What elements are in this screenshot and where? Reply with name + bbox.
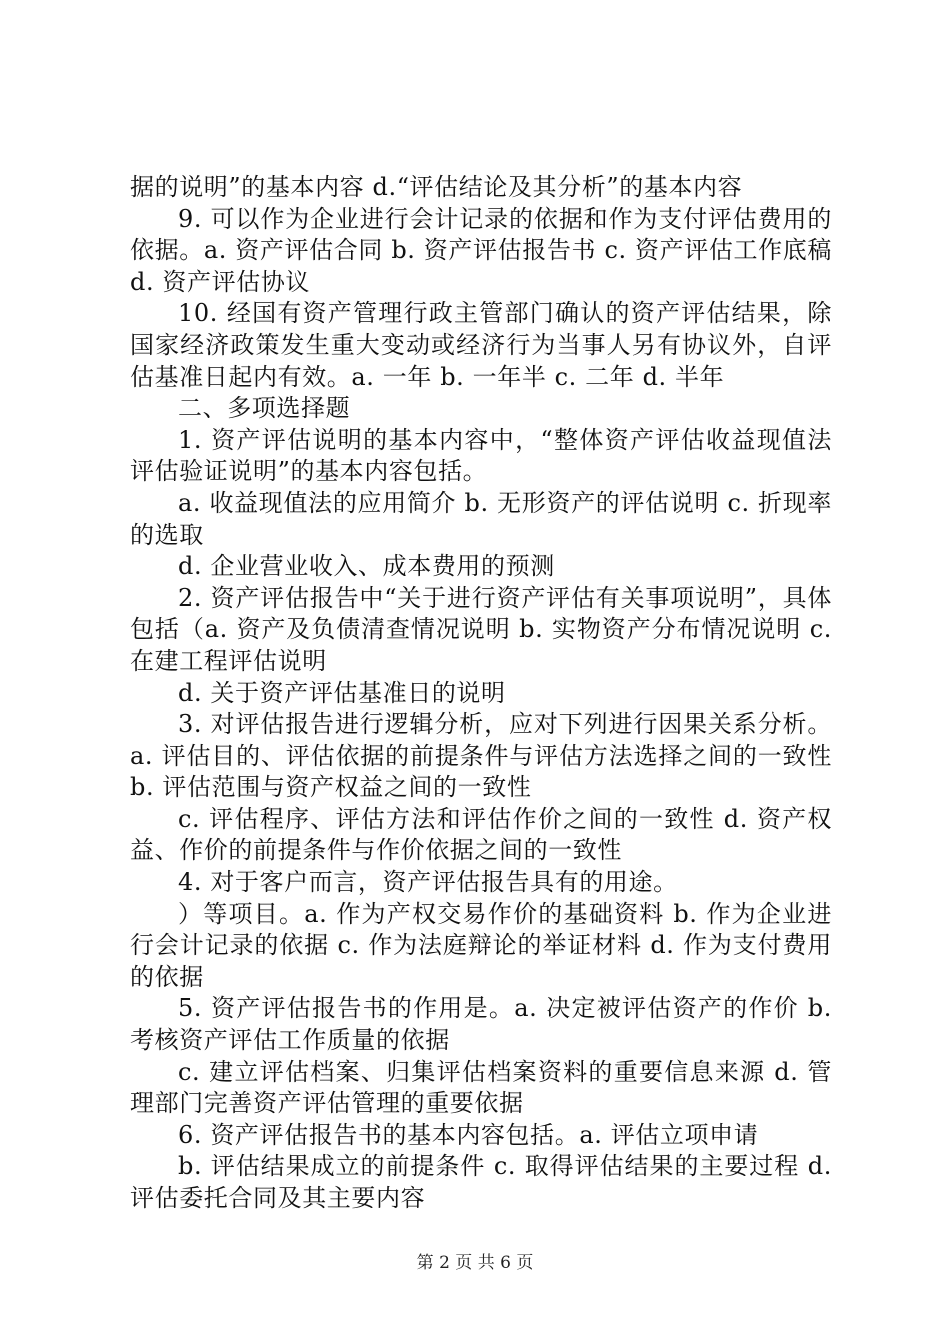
question: 1. 资产评估说明的基本内容中，“整体资产评估收益现值法评估验证说明”的基本内容包括。 bbox=[130, 425, 832, 486]
paragraph: b. 评估结果成立的前提条件 c. 取得评估结果的主要过程 d. 评估委托合同及其主要内容 bbox=[130, 1152, 832, 1212]
question: 3. 对评估报告进行逻辑分析，应对下列进行因果关系分析。a. 评估目的、评估依据的前提条件与评估方法选择之间的一致性 b. 评估范围与资产权益之间的一致性 bbox=[130, 710, 832, 802]
paragraph: ）等项目。a. 作为产权交易作价的基础资料 b. 作为企业进行会计记录的依据 c. 作为法庭辩论的举证材料 d. 作为支付费用的依据 bbox=[130, 899, 832, 991]
paragraph: a. 收益现值法的应用简介 b. 无形资产的评估说明 c. 折现率的选取 bbox=[130, 488, 832, 549]
question: 5. 资产评估报告书的作用是。a. 决定被评估资产的作价 b. 考核资产评估工作质量的依据 bbox=[130, 994, 832, 1055]
paragraph: 9. 可以作为企业进行会计记录的依据和作为支付评估费用的依据。a. 资产评估合同 b. 资产评估报告书 c. 资产评估工作底稿 d. 资产评估协议 bbox=[130, 204, 832, 296]
document-body bbox=[130, 172, 832, 1215]
section-heading: 二、多项选择题 bbox=[178, 394, 351, 423]
paragraph: d. 关于资产评估基准日的说明 bbox=[178, 678, 506, 707]
paragraph: 10. 经国有资产管理行政主管部门确认的资产评估结果，除国家经济政策发生重大变动或经济行为当事人另有协议外，自评估基准日起内有效。a. 一年 b. 一年半 c. 二年 d. 半年 bbox=[130, 299, 832, 391]
paragraph: c. 评估程序、评估方法和评估作价之间的一致性 d. 资产权益、作价的前提条件与作价依据之间的一致性 bbox=[130, 804, 832, 865]
paragraph: d. 企业营业收入、成本费用的预测 bbox=[178, 552, 555, 581]
page-number-footer: 第 2 页 共 6 页 bbox=[416, 1253, 534, 1273]
question: 2. 资产评估报告中“关于进行资产评估有关事项说明”，具体包括（a. 资产及负债清查情况说明 b. 实物资产分布情况说明 c. 在建工程评估说明 bbox=[130, 583, 832, 675]
paragraph: 据的说明”的基本内容 d.“评估结论及其分析”的基本内容 bbox=[130, 173, 743, 201]
question: 6. 资产评估报告书的基本内容包括。a. 评估立项申请 bbox=[178, 1120, 759, 1149]
question: 4. 对于客户而言，资产评估报告具有的用途。 bbox=[178, 868, 678, 897]
paragraph: c. 建立评估档案、归集评估档案资料的重要信息来源 d. 管理部门完善资产评估管理的重要依据 bbox=[130, 1057, 832, 1118]
